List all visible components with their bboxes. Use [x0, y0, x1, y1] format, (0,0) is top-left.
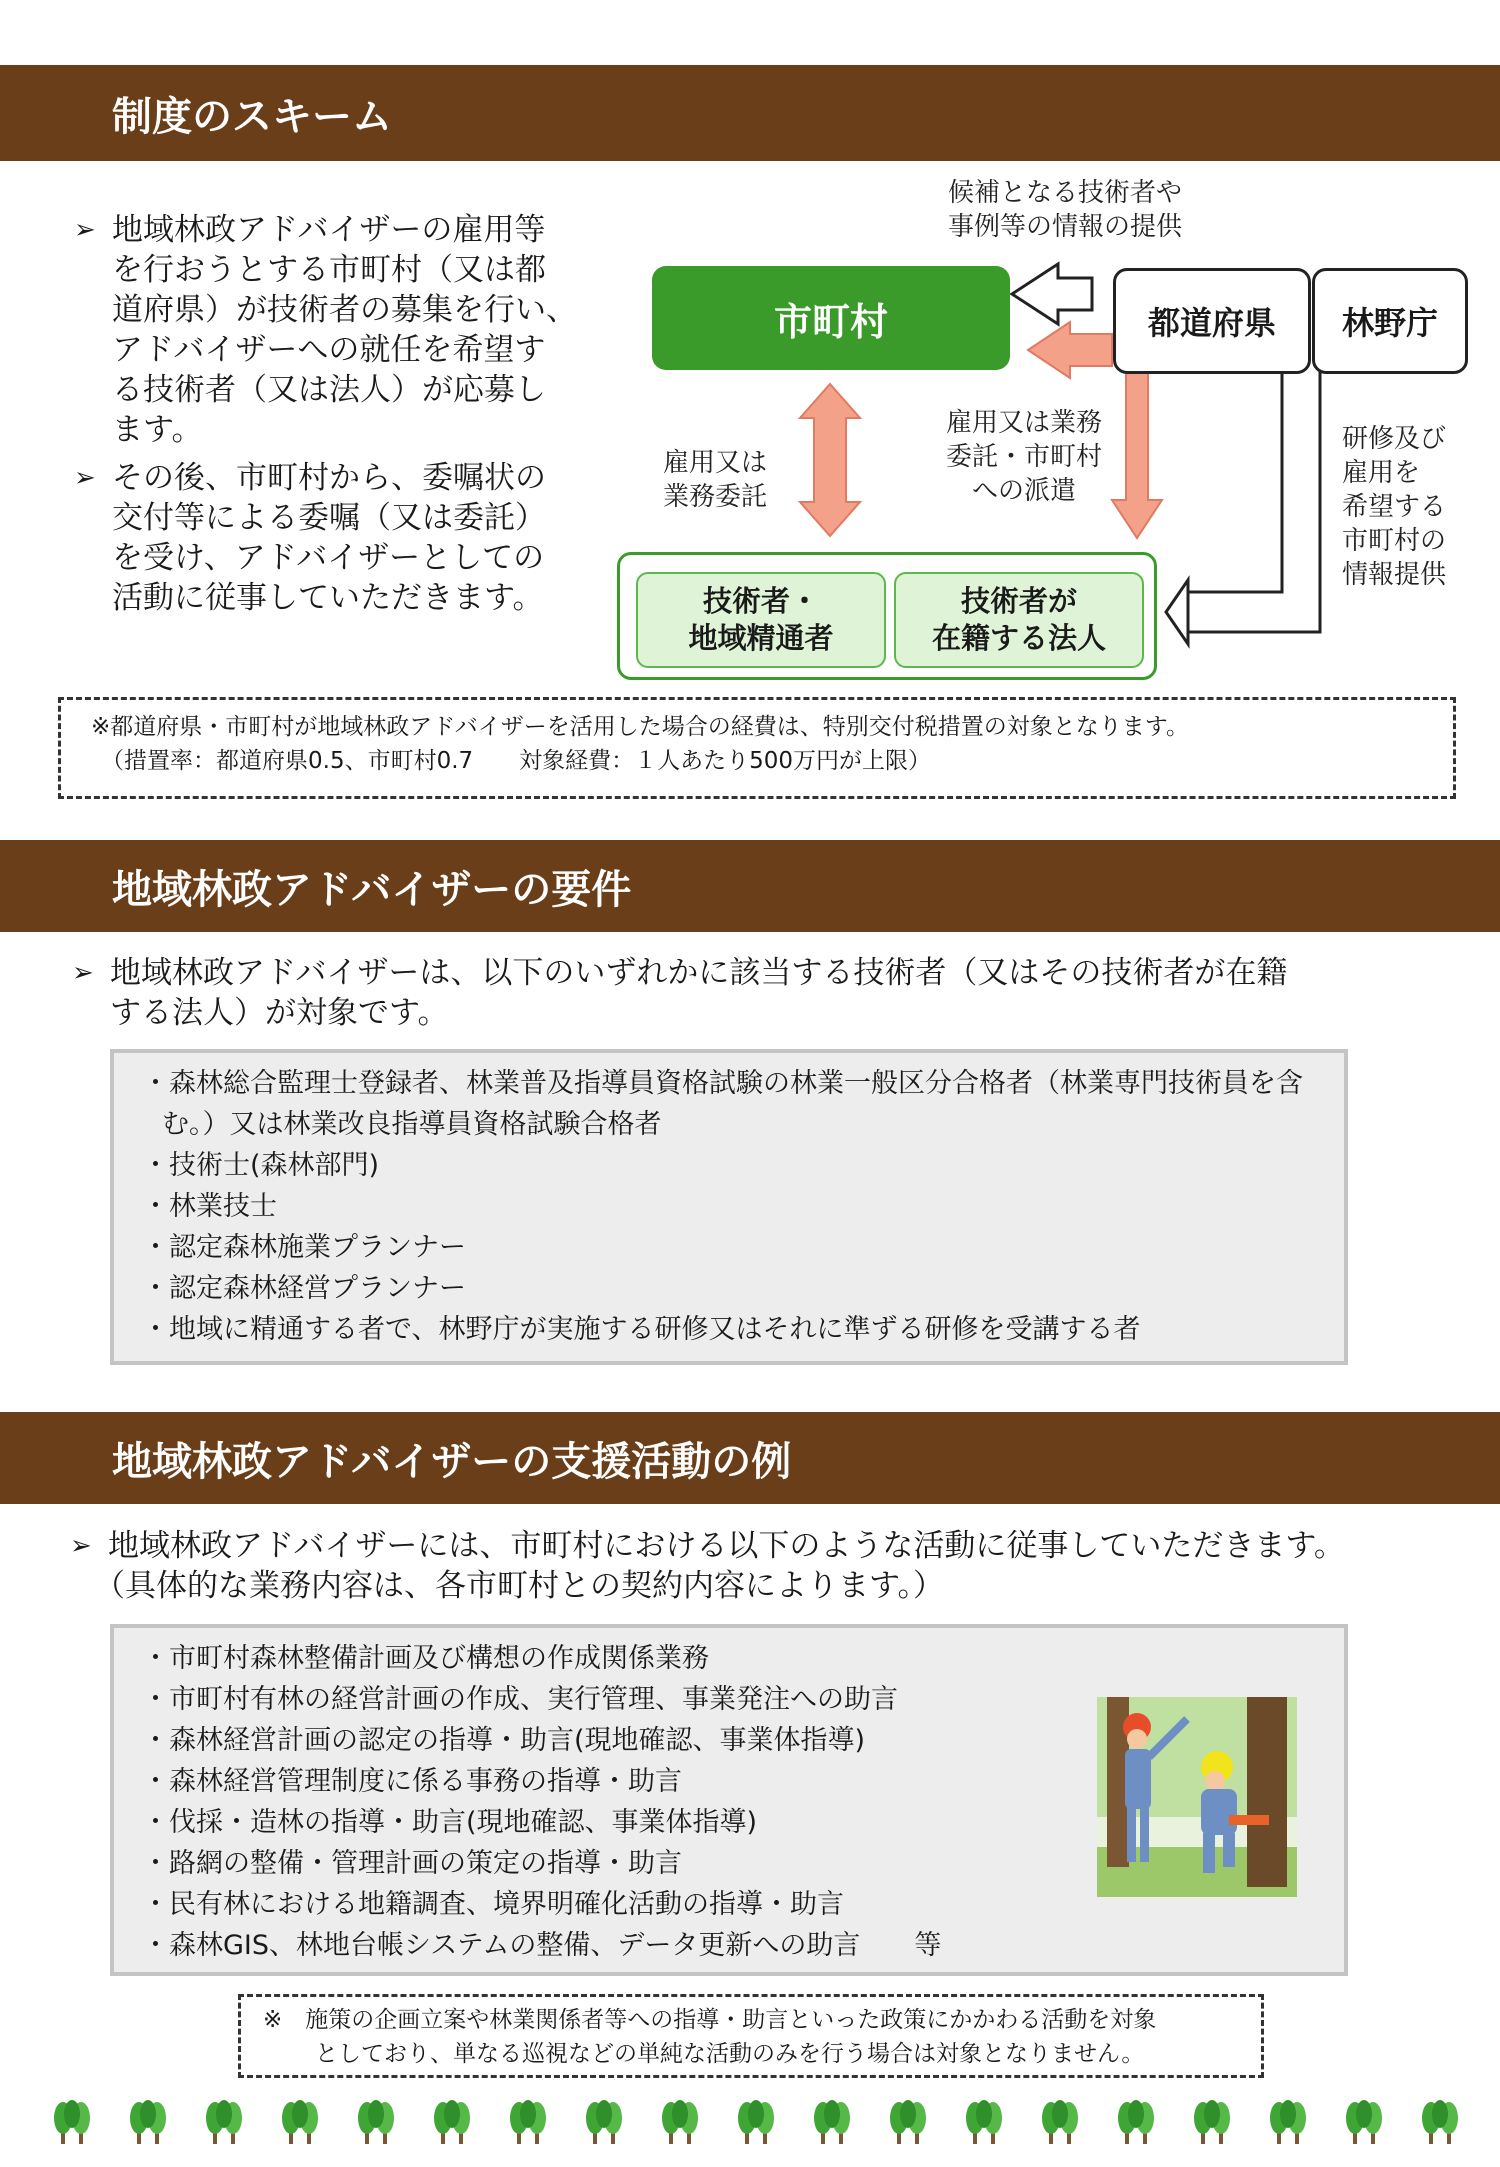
list-item: ・路網の整備・管理計画の策定の指導・助言	[142, 1848, 682, 1879]
bullet-line: その後、市町村から、委嘱状の	[112, 460, 546, 496]
tree-icon	[888, 2098, 928, 2146]
tax-note: ※都道府県・市町村が地域林政アドバイザーを活用した場合の経費は、特別交付税措置の対象となります。 （措置率：都道府県0.5、市町村0.7 対象経費：１人あたり500万円が上限）	[58, 697, 1456, 799]
tree-icon	[356, 2098, 396, 2146]
info-provision-label: 候補となる技術者や 事例等の情報の提供	[948, 178, 1183, 242]
tree-icon	[1420, 2098, 1460, 2146]
bullet-line: 地域林政アドバイザーの雇用等	[112, 212, 546, 248]
bullet-line: 道府県）が技術者の募集を行い、	[112, 292, 577, 328]
forestry-agency-label: 林野庁	[1341, 304, 1438, 342]
bullet-line: 交付等による委嘱（又は委託）	[112, 500, 546, 536]
list-item: ・伐採・造林の指導・助言(現地確認、事業体指導)	[142, 1807, 758, 1838]
pref-to-muni-arrow	[1028, 322, 1112, 378]
bullet-activities: ➢ 地域林政アドバイザーには、市町村における以下のような活動に従事していただきます。 （具体的な業務内容は、各市町村との契約内容によります。）	[70, 1528, 1345, 1604]
bullet-line: る技術者（又は法人）が応募し	[112, 372, 546, 408]
list-item: ・森林経営管理制度に係る事務の指導・助言	[142, 1766, 682, 1797]
section-header-requirements	[0, 840, 1500, 932]
tree-icon	[584, 2098, 624, 2146]
list-item: ・技術士(森林部門)	[142, 1150, 380, 1181]
list-item: ・認定森林経営プランナー	[142, 1273, 466, 1304]
bullet-requirements: ➢ 地域林政アドバイザーは、以下のいずれかに該当する技術者（又はその技術者が在籍 する法人）が対象です。	[72, 955, 1288, 1031]
info-arrow	[1012, 264, 1092, 324]
municipality-box	[652, 266, 1010, 370]
dispatch-arrow	[1112, 350, 1162, 538]
employ-double-arrow	[800, 384, 860, 536]
bullet-line: を行おうとする市町村（又は都	[112, 252, 546, 288]
tree-icon	[128, 2098, 168, 2146]
activity-note: ※ 施策の企画立案や林業関係者等への指導・助言といった政策にかかわる活動を対象 としており、単なる巡視などの単純な活動のみを行う場合は対象となりません。	[238, 1994, 1264, 2078]
list-item: ・林業技士	[142, 1191, 277, 1222]
tree-icon	[1116, 2098, 1156, 2146]
tree-icon	[52, 2098, 92, 2146]
pref-to-tech-arrow	[1188, 366, 1282, 592]
tree-icon	[1344, 2098, 1384, 2146]
tree-icon	[812, 2098, 852, 2146]
list-item: ・認定森林施業プランナー	[142, 1232, 466, 1263]
tech-arrow-head	[1166, 580, 1188, 644]
requirements-list	[110, 1049, 1348, 1365]
list-item: ・民有林における地籍調査、境界明確化活動の指導・助言	[142, 1889, 844, 1920]
corporation-box: 技術者が 在籍する法人	[894, 572, 1144, 668]
list-item: ・森林経営計画の認定の指導・助言(現地確認、事業体指導)	[142, 1725, 866, 1756]
forestry-agency-box	[1312, 268, 1468, 374]
forestry-workers-illustration	[1097, 1697, 1297, 1897]
tree-icon	[432, 2098, 472, 2146]
list-item: ・市町村有林の経営計画の作成、実行管理、事業発注への助言	[142, 1684, 898, 1715]
prefecture-label: 都道府県	[1147, 304, 1276, 342]
municipality-label: 市町村	[773, 299, 888, 344]
employ-label: 雇用又は 業務委託	[663, 448, 768, 512]
list-item: ・森林GIS、林地台帳システムの整備、データ更新への助言 等	[142, 1930, 942, 1961]
tree-icon	[736, 2098, 776, 2146]
tree-icon	[964, 2098, 1004, 2146]
tree-icon	[1268, 2098, 1308, 2146]
prefecture-box	[1113, 268, 1311, 374]
section-title: 地域林政アドバイザーの支援活動の例	[112, 1438, 792, 1485]
section-title: 制度のスキーム	[112, 93, 392, 140]
tree-icon	[660, 2098, 700, 2146]
arrow-bullet-icon: ➢	[74, 463, 96, 493]
training-info-label: 研修及び 雇用を 希望する 市町村の 情報提供	[1342, 424, 1447, 590]
tree-icon	[508, 2098, 548, 2146]
list-item: ・地域に精通する者で、林野庁が実施する研修又はそれに準ずる研修を受講する者	[142, 1314, 1141, 1345]
tree-icon	[204, 2098, 244, 2146]
dispatch-label: 雇用又は業務 委託・市町村 への派遣	[946, 408, 1103, 506]
tree-icon	[1192, 2098, 1232, 2146]
bullet-line: アドバイザーへの就任を希望す	[112, 332, 546, 368]
list-item: ・森林総合監理士登録者、林業普及指導員資格試験の林業一般区分合格者（林業専門技術員を含む。）又は林業改良指導員資格試験合格者	[142, 1068, 1303, 1140]
list-item: ・市町村森林整備計画及び構想の作成関係業務	[142, 1643, 709, 1674]
technician-box: 技術者・ 地域精通者	[636, 572, 886, 668]
tree-icon	[1040, 2098, 1080, 2146]
arrow-bullet-icon: ➢	[74, 215, 96, 245]
section-header-activities	[0, 1412, 1500, 1504]
bullet-line: を受け、アドバイザーとしての	[112, 540, 545, 576]
tree-icon	[280, 2098, 320, 2146]
arrow-bullet-icon: ➢	[70, 1531, 92, 1561]
section-title: 地域林政アドバイザーの要件	[112, 866, 632, 913]
arrow-bullet-icon: ➢	[72, 958, 94, 988]
bullet-line: ます。	[112, 412, 203, 448]
bullet-line: 活動に従事していただきます。	[112, 580, 544, 616]
